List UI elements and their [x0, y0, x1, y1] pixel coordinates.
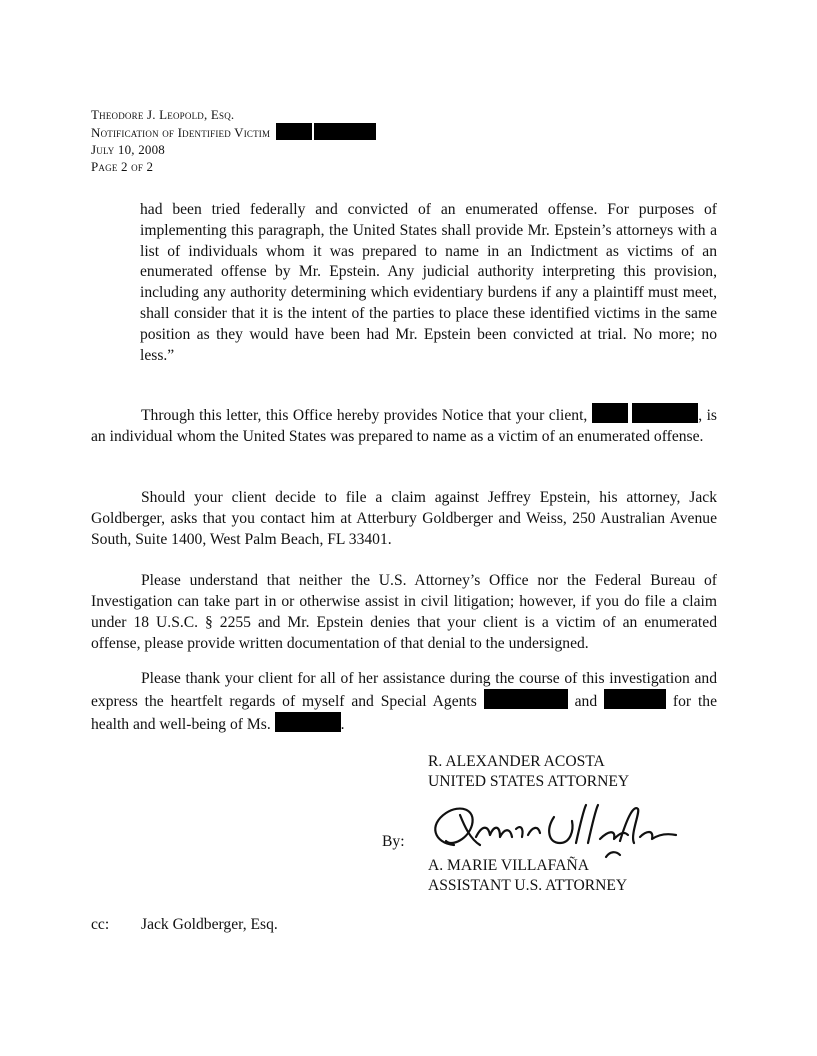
redaction-box	[604, 689, 666, 709]
redaction-box	[314, 123, 376, 140]
ausa-name: A. MARIE VILLAFAÑA	[428, 857, 589, 874]
header-date: July 10, 2008	[91, 142, 166, 157]
redaction-box	[632, 403, 698, 423]
by-label: By:	[382, 833, 405, 850]
quoted-paragraph: had been tried federally and convicted of an enumerated offense. For purposes of implementing this paragraph, the United States shall provide Mr. Epstein’s attorneys with a list of individuals whom it was prepared to name in an Indictment as victims of an enumerated offense by Mr. Epstein. Any judicial authority interpreting this provision, including any authority determining which evidentiary burdens if any a plaintiff must meet, shall consider that it is the intent of the parties to place these identified victims in the same position as they would have been had Mr. Epstein been convicted at trial. No more; no less.”	[140, 201, 717, 364]
notice-paragraph	[91, 403, 717, 447]
claim-paragraph	[91, 487, 717, 550]
us-attorney-name: R. ALEXANDER ACOSTA	[428, 753, 605, 770]
header-page-number: Page 2 of 2	[91, 159, 154, 174]
us-attorney-block	[428, 752, 629, 792]
header-subject: Notification of Identified Victim	[91, 125, 271, 140]
thanks-text-1: Please thank your client for all of her assistance during the course of this investigation and express the heartfelt regards of myself and Special Agents	[91, 670, 717, 710]
handwritten-signature-icon	[424, 795, 684, 865]
redaction-box	[484, 689, 568, 709]
thanks-text-3: for the health and well-being of Ms.	[91, 693, 718, 733]
redaction-box	[275, 712, 341, 732]
header-recipient: Theodore J. Leopold, Esq.	[91, 107, 235, 122]
us-attorney-title: UNITED STATES ATTORNEY	[428, 773, 630, 790]
thanks-text-2: and	[574, 693, 598, 710]
cc-recipient: Jack Goldberger, Esq.	[141, 916, 278, 933]
notice-text-start: Through this letter, this Office hereby provides Notice that your client,	[141, 407, 588, 424]
claim-text: Should your client decide to file a claim against Jeffrey Epstein, his attorney, Jack Goldberger, asks that you contact him at Atterbury Goldberger and Weiss, 250 Australian Avenue South, Suite 1400, West Palm Beach, FL 33401.	[91, 489, 717, 548]
ausa-block	[428, 856, 627, 896]
cc-label: cc:	[91, 916, 110, 933]
litigation-paragraph	[91, 570, 717, 654]
letter-header	[91, 106, 376, 175]
notice-text-end: , is an individual whom the United States was prepared to name as a victim of an enumerated offense.	[91, 407, 717, 445]
thanks-paragraph	[91, 668, 717, 735]
redaction-box	[276, 123, 312, 140]
header-subject-line	[91, 123, 376, 141]
thanks-text-4: .	[340, 716, 345, 733]
ausa-title: ASSISTANT U.S. ATTORNEY	[428, 877, 628, 894]
redaction-box	[592, 403, 628, 423]
litigation-text: Please understand that neither the U.S. Attorney’s Office nor the Federal Bureau of Investigation can take part in or otherwise assist in civil litigation; however, if you do file a claim under 18 U.S.C. § 2255 and Mr. Epstein denies that your client is a victim of an enumerated offense, please provide written documentation of that denial to the undersigned.	[91, 572, 717, 652]
cc-line	[91, 916, 278, 934]
